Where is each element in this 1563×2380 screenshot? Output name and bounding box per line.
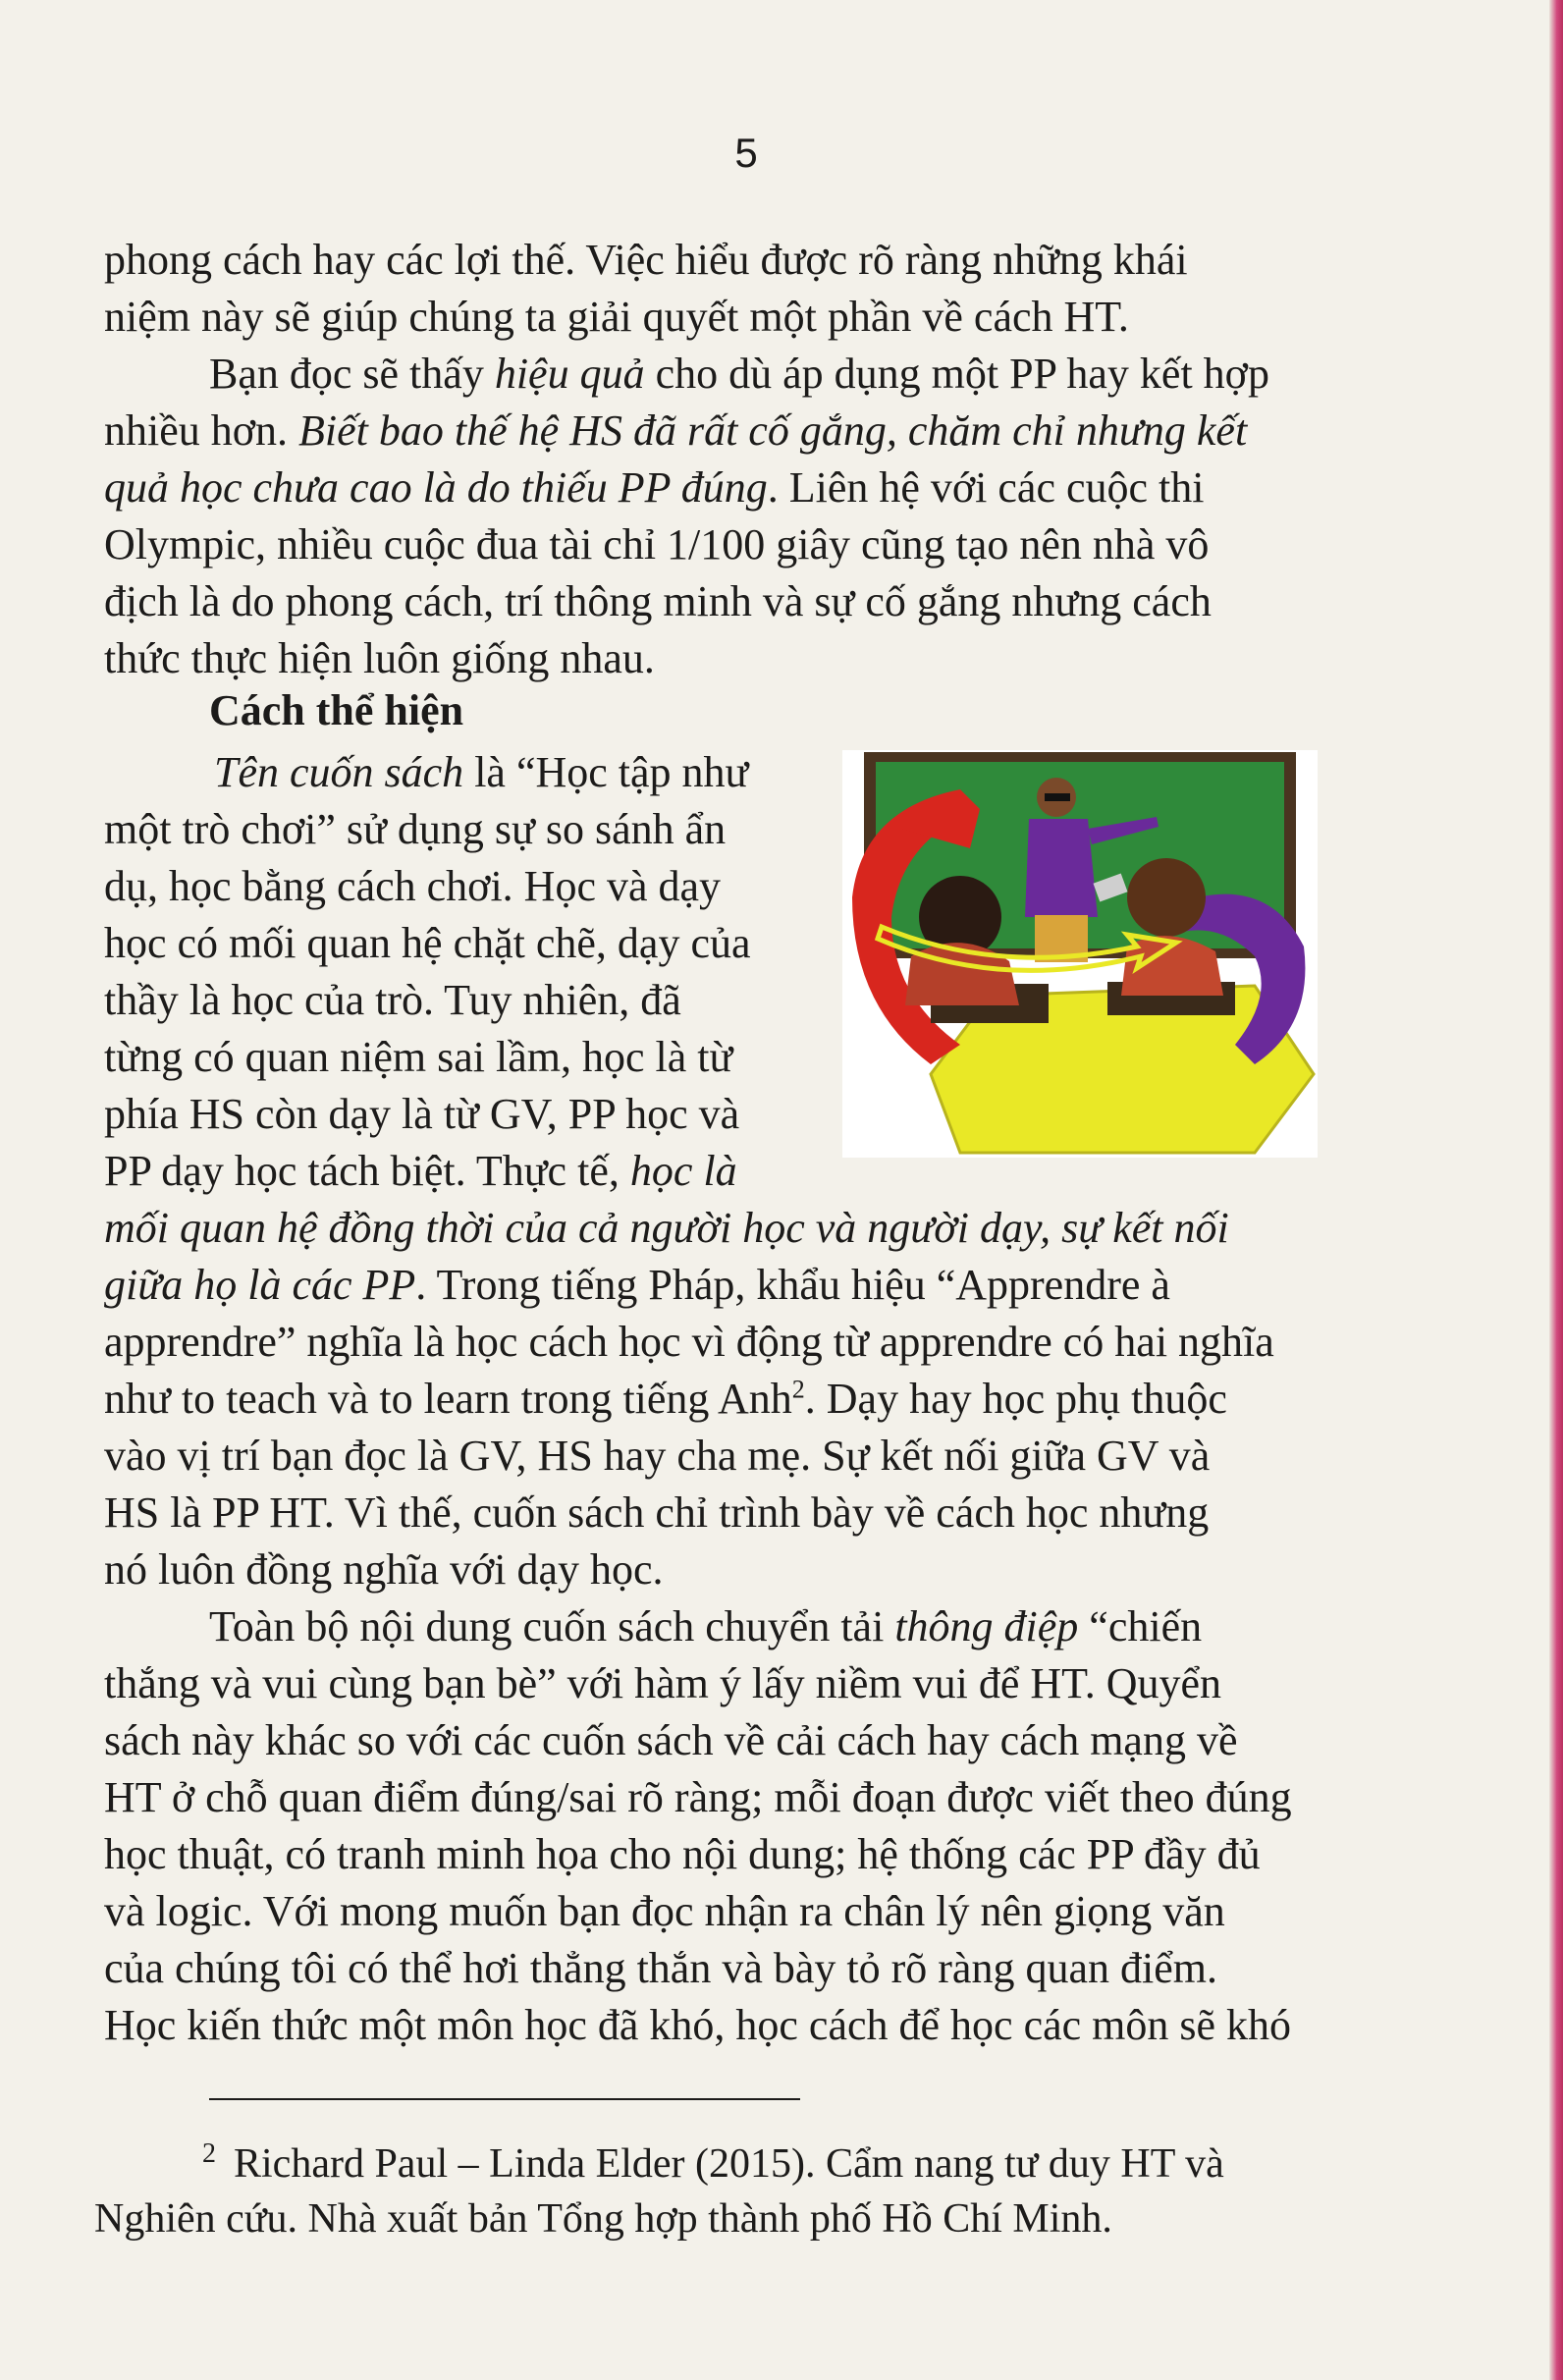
text-line: như to teach và to learn trong tiếng Anh$^2$. Dạy hay học phụ thuộc <box>104 1375 1227 1423</box>
text-line: nhiều hơn. Biết bao thế hệ HS đã rất cố gắng, chăm chỉ nhưng kết <box>104 406 1248 455</box>
paragraph-2 <box>104 346 1386 687</box>
text-line: phong cách hay các lợi thế. Việc hiểu được rõ ràng những khái <box>104 236 1188 284</box>
footnote-ref: 2 <box>791 1375 805 1404</box>
text-line: và logic. Với mong muốn bạn đọc nhận ra chân lý nên giọng văn <box>104 1887 1225 1935</box>
text-line: Tên cuốn sách là “Học tập như <box>214 748 749 796</box>
footnote-line: $^2$ Richard Paul – Linda Elder (2015). Cẩm nang tư duy HT và <box>202 2138 1224 2187</box>
text-line: Toàn bộ nội dung cuốn sách chuyển tải thông điệp “chiến <box>209 1602 1203 1650</box>
footnote-line: Nghiên cứu. Nhà xuất bản Tổng hợp thành phố Hồ Chí Minh. <box>94 2196 1112 2242</box>
classroom-illustration <box>842 750 1318 1158</box>
paragraph-4 <box>104 1598 1386 2054</box>
paragraph-1 <box>104 232 1386 346</box>
text-line: địch là do phong cách, trí thông minh và sự cố gắng nhưng cách <box>104 577 1212 625</box>
text-line: vào vị trí bạn đọc là GV, HS hay cha mẹ. Sự kết nối giữa GV và <box>104 1432 1211 1480</box>
section-heading: Cách thể hiện <box>209 686 464 734</box>
text-line: thức thực hiện luôn giống nhau. <box>104 634 655 682</box>
text-line: PP dạy học tách biệt. Thực tế, học là <box>104 1147 737 1195</box>
paragraph-3-full <box>104 1200 1386 1598</box>
text-line: mối quan hệ đồng thời của cả người học và người dạy, sự kết nối <box>104 1204 1229 1252</box>
text-line: thầy là học của trò. Tuy nhiên, đã <box>104 976 681 1024</box>
footnote-divider <box>209 2098 800 2100</box>
text-line: apprendre” nghĩa là học cách học vì động từ apprendre có hai nghĩa <box>104 1318 1274 1366</box>
page-number: 5 <box>734 130 758 176</box>
text-line: sách này khác so với các cuốn sách về cải cách hay cách mạng về <box>104 1716 1238 1764</box>
paragraph-3-wrapped <box>104 744 813 1200</box>
text-line: một trò chơi” sử dụng sự so sánh ẩn <box>104 805 727 853</box>
footnote-number: 2 <box>202 2138 216 2169</box>
text-line: Học kiến thức một môn học đã khó, học cách để học các môn sẽ khó <box>104 2001 1292 2049</box>
text-line: nó luôn đồng nghĩa với dạy học. <box>104 1545 664 1594</box>
text-line: HT ở chỗ quan điểm đúng/sai rõ ràng; mỗi đoạn được viết theo đúng <box>104 1773 1292 1821</box>
footnote <box>94 2127 1388 2246</box>
text-line: dụ, học bằng cách chơi. Học và dạy <box>104 862 722 910</box>
text-line: phía HS còn dạy là từ GV, PP học và <box>104 1090 740 1138</box>
text-line: giữa họ là các PP. Trong tiếng Pháp, khẩu hiệu “Apprendre à <box>104 1261 1170 1309</box>
text-line: niệm này sẽ giúp chúng ta giải quyết một phần về cách HT. <box>104 293 1129 341</box>
text-line: từng có quan niệm sai lầm, học là từ <box>104 1033 733 1081</box>
text-line: học có mối quan hệ chặt chẽ, dạy của <box>104 919 751 967</box>
text-line: học thuật, có tranh minh họa cho nội dung; hệ thống các PP đầy đủ <box>104 1830 1261 1878</box>
text-line: Olympic, nhiều cuộc đua tài chỉ 1/100 giây cũng tạo nên nhà vô <box>104 520 1210 568</box>
text-line: quả học chưa cao là do thiếu PP đúng. Liên hệ với các cuộc thi <box>104 463 1205 512</box>
page-edge <box>1549 0 1563 2380</box>
text-line: của chúng tôi có thể hơi thẳng thắn và bày tỏ rõ ràng quan điểm. <box>104 1944 1217 1992</box>
text-line: HS là PP HT. Vì thế, cuốn sách chỉ trình bày về cách học nhưng <box>104 1488 1210 1537</box>
text-line: thắng và vui cùng bạn bè” với hàm ý lấy niềm vui để HT. Quyển <box>104 1659 1222 1707</box>
text-line: Bạn đọc sẽ thấy hiệu quả cho dù áp dụng một PP hay kết hợp <box>209 350 1269 398</box>
